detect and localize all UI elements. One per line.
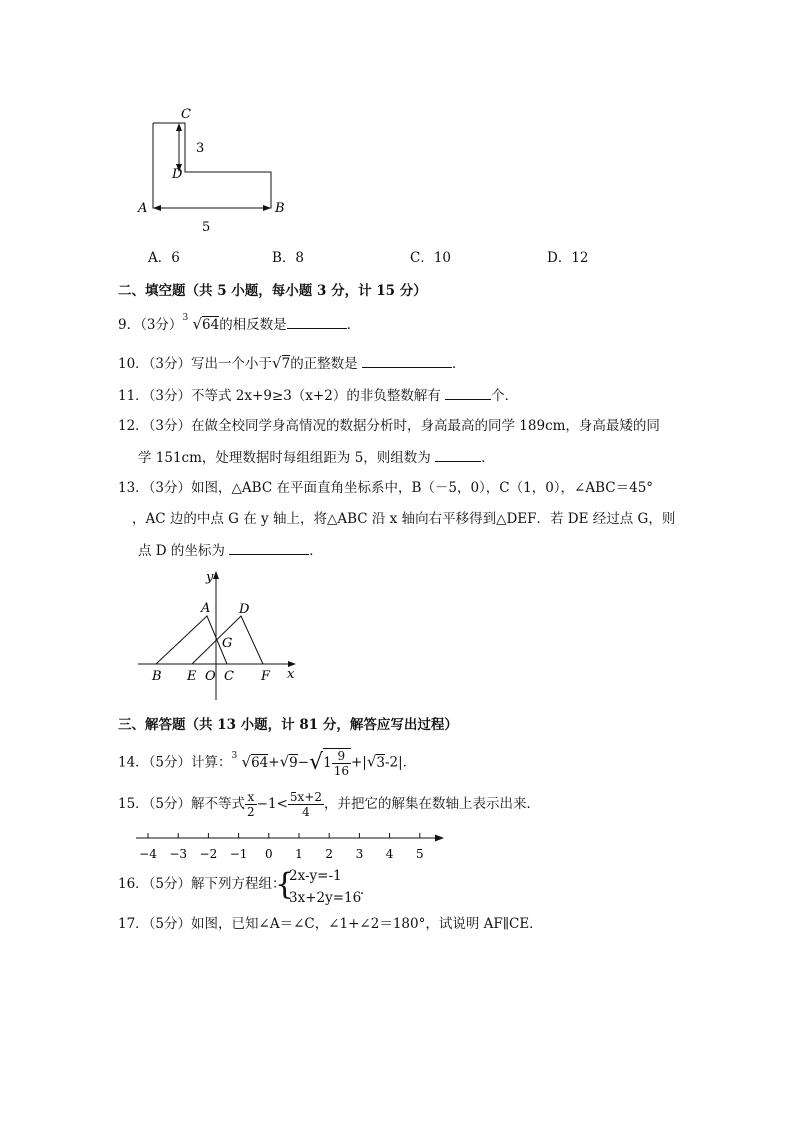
q15: 15．（5分）解不等式 $\frac{x}{2}$ −1< $\frac{5x+2}{4}$ ，并把它的解集在数轴上表示出来． <box>118 790 540 819</box>
q11-answer-blank <box>445 385 491 400</box>
radical-sign-icon: √ <box>192 315 202 333</box>
q9: 9．（3分） 3 √64的相反数是 ． <box>118 314 360 335</box>
number-line-arrow-icon <box>435 835 444 842</box>
label-c: C <box>181 107 191 122</box>
number-line <box>130 828 450 864</box>
radical-sign-icon: √ <box>366 752 377 771</box>
q9-number: 9．（3分） <box>118 317 183 333</box>
q12-line2: 学 151cm，处理数据时每组组距为 5，则组数为 ． <box>138 447 495 468</box>
label-d: D <box>172 167 183 182</box>
q10-radicand: 7 <box>281 356 291 372</box>
q13-answer-blank <box>229 540 309 555</box>
q8-option-b: B．8 <box>272 250 305 266</box>
q10-answer-blank <box>362 353 452 368</box>
label-a: A <box>138 201 148 216</box>
q9-root-index: 3 <box>182 313 189 323</box>
l-shape-outline <box>153 123 271 208</box>
figure-coordinate-plane <box>130 565 310 705</box>
label-e: E <box>187 669 197 684</box>
number-line-tick-label: 5 <box>415 847 424 861</box>
q9-cbrt <box>182 314 219 335</box>
q13-line2: ，AC 边的中点 G 在 y 轴上，将△ABC 沿 x 轴向右平移得到△DEF．若 DE 经过点 G，则 <box>132 511 676 527</box>
dim-label-3: 3 <box>196 141 205 156</box>
q15-fraction-1: $\frac{x}{2}$ <box>247 790 255 819</box>
number-line-tick-label: 0 <box>264 847 273 861</box>
number-line-tick-label: 2 <box>325 847 334 861</box>
label-d: D <box>239 602 250 617</box>
label-c: C <box>224 669 234 684</box>
q14: 14．（5分）计算： 3 √64+√9−√1 $\frac{9}{16}$ +|√3-2|． <box>118 748 416 778</box>
q13-line1: 13．（3分）如图，△ABC 在平面直角坐标系中，B（－5，0），C（1，0），∠ABC＝45° <box>118 480 654 496</box>
number-line-tick-label: −1 <box>229 847 248 861</box>
q17: 17．（5分）如图，已知∠A＝∠C，∠1+∠2＝180°，试说明 AF∥CE． <box>118 916 543 932</box>
dim-label-5: 5 <box>202 220 211 235</box>
q12-line1: 12．（3分）在做全校同学身高情况的数据分析时，身高最高的同学 189cm，身高最矮的同 <box>118 418 660 434</box>
section2-heading: 二、填空题（共 5 小题，每小题 3 分，计 15 分） <box>118 283 427 299</box>
q16-end: ． <box>360 882 374 898</box>
arrow-right <box>263 205 271 211</box>
label-x: x <box>287 667 295 682</box>
label-a: A <box>201 601 211 616</box>
radical-sign-icon: √ <box>279 752 290 771</box>
number-line-tick-label: −3 <box>169 847 188 861</box>
label-b: B <box>275 201 285 216</box>
number-line-tick-label: 3 <box>355 847 364 861</box>
q12-answer-blank <box>435 447 481 462</box>
label-b: B <box>152 669 162 684</box>
section3-heading: 三、解答题（共 13 小题，计 81 分，解答应写出过程） <box>118 717 458 733</box>
q14-cbrt: 3 √64 <box>232 752 269 773</box>
q16-equation-2: 3x+2y=16 <box>289 890 362 906</box>
y-axis-arrow-icon <box>213 571 219 579</box>
q16-system-brace-icon: { <box>275 867 295 902</box>
number-line-tick-label: 4 <box>385 847 394 861</box>
arrow-up <box>176 123 182 131</box>
label-f: F <box>261 669 271 684</box>
q13-line3: 点 D 的坐标为 ． <box>138 540 323 561</box>
q10: 10．（3分）写出一个小于√7的正整数是 ． <box>118 354 466 372</box>
q9-radicand: 64 <box>202 317 220 333</box>
q8-option-c: C．10 <box>410 250 452 266</box>
number-line-tick-label: −2 <box>199 847 218 861</box>
figure-l-shape <box>130 100 300 240</box>
q16: 16．（5分）解下列方程组： <box>118 876 286 892</box>
q11: 11．（3分）不等式 2x+9≥3（x+2）的非负整数解有 个． <box>118 385 518 406</box>
label-o: O <box>205 669 216 684</box>
number-line-tick-label: 1 <box>295 847 303 861</box>
number-line-tick-label: −4 <box>139 847 157 861</box>
q14-root-index: 3 <box>231 750 238 761</box>
radical-sign-icon: √ <box>309 750 324 775</box>
q9-answer-blank <box>287 314 347 329</box>
radical-sign-icon: √ <box>272 354 282 372</box>
label-y: y <box>206 570 214 585</box>
label-g: G <box>222 636 233 651</box>
q15-fraction-2: $\frac{5x+2}{4}$ <box>289 790 322 819</box>
q8-option-d: D．12 <box>547 250 589 266</box>
q16-equation-1: 2x-y=-1 <box>289 868 342 884</box>
q8-option-a: A．6 <box>148 250 180 266</box>
q14-mixed-number: 1 $\frac{9}{16}$ <box>323 749 349 778</box>
arrow-left <box>153 205 161 211</box>
radical-sign-icon: √ <box>241 752 252 771</box>
